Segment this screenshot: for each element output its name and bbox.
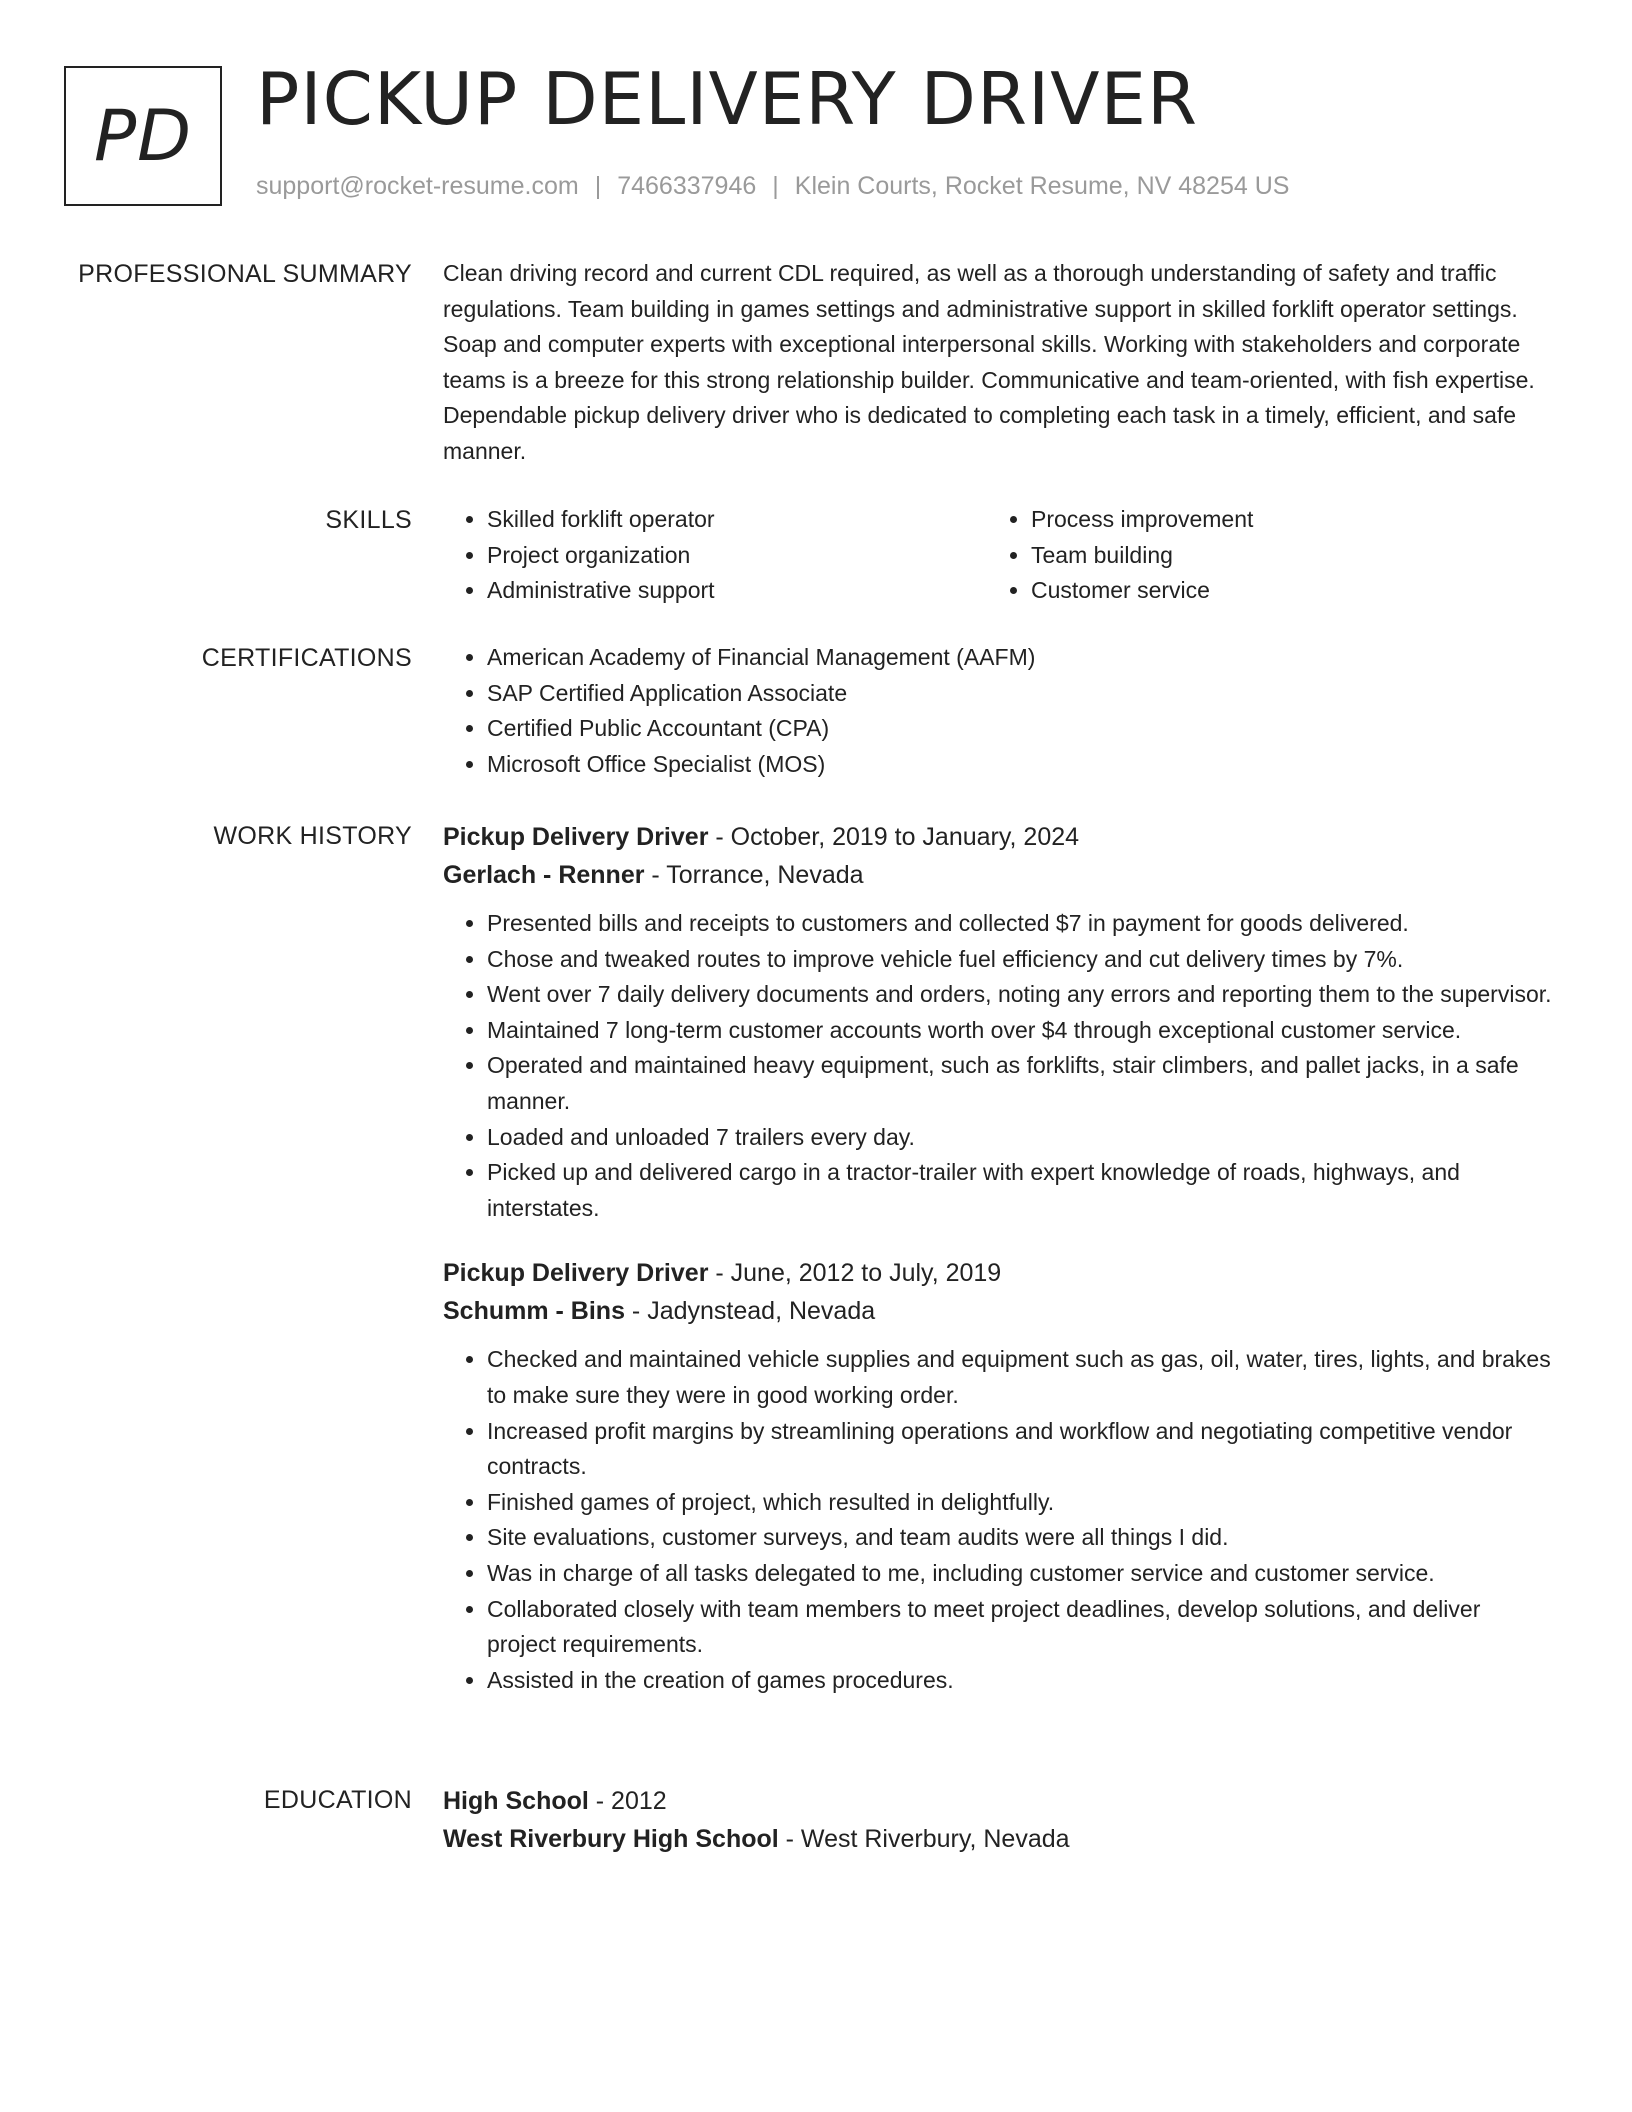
job-company: Schumm - Bins [443, 1297, 625, 1326]
job-bullet: • Loaded and unloaded 7 trailers every day. [487, 1120, 1555, 1156]
job-entry [443, 1254, 1555, 1698]
job-title-line [443, 818, 1555, 856]
education-body [443, 1782, 1555, 1858]
certification-item: • SAP Certified Application Associate [487, 676, 1555, 712]
certification-item: • Certified Public Accountant (CPA) [487, 711, 1555, 747]
summary-body [443, 256, 1555, 470]
work-history-body [443, 818, 1555, 1698]
skills-list-right [987, 502, 1531, 609]
certifications-list [443, 640, 1555, 782]
certification-item: • Microsoft Office Specialist (MOS) [487, 747, 1555, 783]
contact-separator: | [594, 172, 602, 200]
certification-item: • American Academy of Financial Management (AAFM) [487, 640, 1555, 676]
job-company-line [443, 1292, 1555, 1330]
job-dates: - October, 2019 to January, 2024 [708, 823, 1080, 851]
skill-item: • Administrative support [487, 573, 987, 609]
monogram-initials: PD [93, 95, 193, 177]
job-bullet: • Checked and maintained vehicle supplies and equipment such as gas, oil, water, tires, lights, and brakes to make sure they were in good working order. [487, 1342, 1555, 1413]
education-location: - West Riverbury, Nevada [778, 1825, 1070, 1853]
job-location: - Torrance, Nevada [644, 861, 864, 889]
monogram-box [64, 66, 222, 206]
job-bullet: • Operated and maintained heavy equipment, such as forklifts, stair climbers, and pallet jacks, in a safe manner. [487, 1048, 1555, 1119]
skill-item: • Process improvement [1031, 502, 1531, 538]
job-bullet: • Picked up and delivered cargo in a tractor-trailer with expert knowledge of roads, highways, and interstates. [487, 1155, 1555, 1226]
education-school: West Riverbury High School [443, 1825, 779, 1853]
skill-item: • Skilled forklift operator [487, 502, 987, 538]
job-bullet: • Maintained 7 long-term customer accounts worth over $4 through exceptional customer service. [487, 1013, 1555, 1049]
job-bullet: • Site evaluations, customer surveys, and team audits were all things I did. [487, 1520, 1555, 1556]
job-location: - Jadynstead, Nevada [624, 1297, 876, 1326]
job-title-line [443, 1254, 1555, 1292]
job-bullet: • Finished games of project, which resulted in delightfully. [487, 1485, 1555, 1521]
job-bullet: • Presented bills and receipts to customers and collected $7 in payment for goods delivered. [487, 906, 1555, 942]
job-bullet: • Went over 7 daily delivery documents and orders, noting any errors and reporting them to the supervisor. [487, 977, 1555, 1013]
education-school-line [443, 1820, 1555, 1858]
contact-email: support@rocket-resume.com [256, 172, 579, 200]
job-company-line [443, 856, 1555, 894]
work-history-heading: WORK HISTORY [213, 822, 412, 850]
job-entry [443, 818, 1555, 1226]
resume-title: PICKUP DELIVERY DRIVER [256, 57, 1199, 141]
skills-body [443, 502, 1555, 609]
job-bullet-list [443, 906, 1555, 1226]
contact-line [256, 172, 1289, 201]
certifications-heading: CERTIFICATIONS [201, 644, 412, 672]
education-year: - 2012 [588, 1787, 667, 1815]
contact-separator: | [772, 172, 779, 200]
skill-item: • Project organization [487, 538, 987, 574]
education-heading: EDUCATION [263, 1786, 412, 1814]
summary-heading: PROFESSIONAL SUMMARY [78, 260, 412, 288]
job-bullet: • Was in charge of all tasks delegated to me, including customer service and customer service. [487, 1556, 1555, 1592]
summary-text: Clean driving record and current CDL required, as well as a thorough understanding of safety and traffic regulations. Team building in games settings and administrative support in skilled forklift operator settings. Soap and computer experts with exceptional interpersonal skills. Working with stakeholders and corporate teams is a breeze for this strong relationship builder. Communicative and team-oriented, with fish expertise. Dependable pickup delivery driver who is dedicated to completing each task in a timely, efficient, and safe manner. [443, 260, 1535, 464]
education-degree: High School [443, 1787, 589, 1815]
job-dates: - June, 2012 to July, 2019 [708, 1259, 1002, 1288]
contact-phone: 7466337946 [617, 172, 757, 200]
skill-item: • Customer service [1031, 573, 1531, 609]
job-company: Gerlach - Renner [443, 861, 645, 889]
certifications-body [443, 640, 1555, 782]
job-role: Pickup Delivery Driver [443, 1259, 709, 1288]
contact-address: Klein Courts, Rocket Resume, NV 48254 US [794, 172, 1290, 200]
job-bullet: • Assisted in the creation of games procedures. [487, 1663, 1555, 1699]
job-role: Pickup Delivery Driver [443, 823, 709, 851]
skill-item: • Team building [1031, 538, 1531, 574]
job-bullet: • Chose and tweaked routes to improve vehicle fuel efficiency and cut delivery times by 7%. [487, 942, 1555, 978]
skills-list-left [443, 502, 987, 609]
job-bullet: • Collaborated closely with team members to meet project deadlines, develop solutions, and deliver project requirements. [487, 1592, 1555, 1663]
skills-heading: SKILLS [325, 506, 412, 534]
education-degree-line [443, 1782, 1555, 1820]
job-bullet: • Increased profit margins by streamlining operations and workflow and negotiating competitive vendor contracts. [487, 1414, 1555, 1485]
job-bullet-list [443, 1342, 1555, 1698]
